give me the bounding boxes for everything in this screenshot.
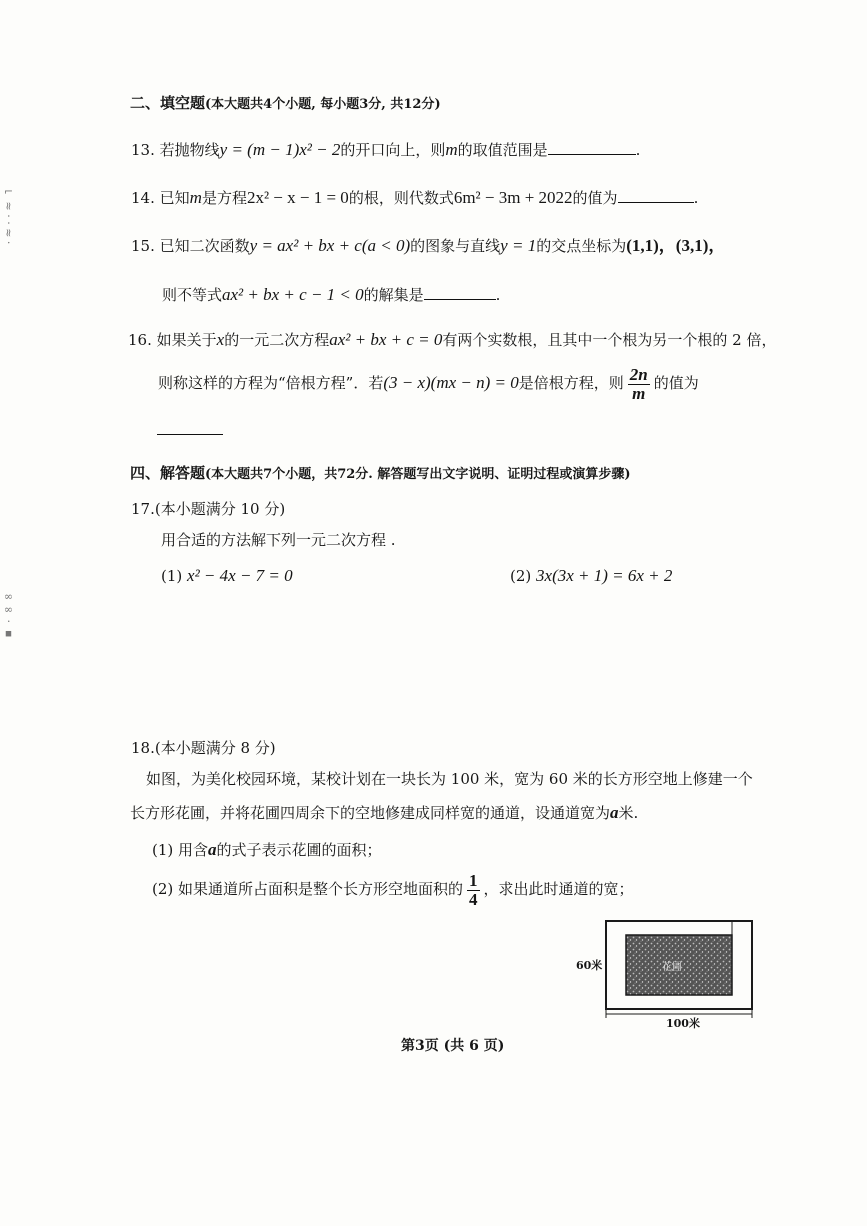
q17-part-1 [161, 566, 293, 586]
section4-title: 四、解答题 [130, 464, 206, 482]
q16-text-3: 有两个实数根，且其中一个根为另一个根的 2 倍， [442, 331, 777, 349]
q13-end: . [635, 141, 641, 159]
q13-text-3: 的取值范围是 [457, 141, 548, 159]
q16-text-5: 是倍根方程，则 [518, 374, 624, 392]
q18-part-2-text-2: ，求出此时通道的宽； [483, 880, 634, 898]
q17-part-2 [510, 566, 672, 586]
q13-number: 13. [131, 141, 155, 159]
q18-var-a: a [610, 803, 619, 822]
question-16-line-2 [158, 362, 699, 404]
question-13 [131, 140, 640, 160]
q14-formula-expression: 6m² − 3m + 2022 [453, 188, 573, 207]
q14-var-m: m [189, 188, 202, 207]
q16-text-2: 的一元二次方程 [224, 331, 330, 349]
question-14 [131, 188, 698, 208]
q18-part-1 [152, 840, 382, 860]
q15-end: . [495, 286, 501, 304]
q18-part-1-text-1: (1) 用含 [152, 841, 209, 859]
q14-text-1: 已知 [159, 189, 190, 207]
q14-text-4: 的值为 [572, 189, 618, 207]
section2-note: (本大题共4个小题, 每小题3分, 共12分) [205, 97, 441, 112]
q16-fraction-numerator: 2n [629, 364, 648, 384]
q17-score: (本小题满分 10 分) [154, 500, 286, 518]
figure-inner-label: 花圃 [662, 962, 682, 973]
binding-margin-marks-lower: ∞∞ · ▪ [2, 590, 15, 640]
q15-text-2: 的图象与直线 [410, 237, 501, 255]
q13-formula-parabola: y = (m − 1)x² − 2 [219, 140, 341, 159]
q14-text-3: 的根，则代数式 [348, 189, 454, 207]
q15-text-5: 的解集是 [363, 286, 424, 304]
q15-answer-blank[interactable] [424, 298, 496, 300]
section2-title: 二、填空题 [130, 94, 206, 112]
page-footer: 第3页 (共 6 页) [401, 1038, 505, 1054]
q18-score: (本小题满分 8 分) [154, 739, 276, 757]
q17-number: 17. [131, 500, 155, 518]
q14-formula-equation: 2x² − x − 1 = 0 [246, 188, 349, 207]
figure-width-label: 60米 [576, 959, 603, 972]
q15-points: (1,1)，(3,1)， [626, 236, 726, 255]
question-17-header [131, 499, 285, 519]
q18-part-2-text-1: (2) 如果通道所占面积是整个长方形空地面积的 [152, 880, 464, 898]
section4-note: (本大题共7个小题，共72分. 解答题写出文字说明、证明过程或演算步骤) [205, 467, 631, 482]
question-15 [131, 236, 725, 256]
q18-part-1-text-2: 的式子表示花圃的面积； [216, 841, 382, 859]
section4-heading [130, 463, 631, 485]
q18-fraction-numerator: 1 [469, 870, 478, 890]
q14-answer-blank[interactable] [618, 201, 694, 203]
q16-number: 16. [128, 331, 152, 349]
question-16 [128, 330, 776, 350]
q16-answer-row [157, 420, 223, 440]
q16-var-x: x [216, 330, 225, 349]
q17-part-2-label: (2) [510, 567, 532, 585]
q16-text-4: 则称这样的方程为“倍根方程”．若 [158, 374, 384, 392]
q18-body-text-2: 米. [618, 804, 639, 822]
binding-margin-marks: ⌐ ≈ · · ≈ · [2, 185, 15, 245]
q15-text-1: 已知二次函数 [159, 237, 250, 255]
q15-text-4: 则不等式 [162, 286, 223, 304]
q18-part-1-var-a: a [208, 840, 217, 859]
q17-part-1-equation: x² − 4x − 7 = 0 [187, 566, 293, 585]
q15-formula-quadratic: y = ax² + bx + c(a < 0) [249, 236, 411, 255]
garden-figure [578, 918, 778, 1030]
q16-text-6: 的值为 [653, 374, 699, 392]
q16-fraction [628, 366, 650, 403]
q18-body-line-2 [130, 803, 638, 823]
q13-text-2: 的开口向上，则 [340, 141, 446, 159]
q18-part-2 [152, 868, 634, 910]
q18-body-line-1: 如图，为美化校园环境，某校计划在一块长为 100 米，宽为 60 米的长方形空地上修建一个 [146, 770, 753, 788]
section2-heading [130, 93, 441, 115]
q18-fraction-denominator: 4 [469, 889, 478, 909]
q17-part-1-label: (1) [161, 567, 183, 585]
q16-formula-product: (3 − x)(mx − n) = 0 [383, 373, 519, 392]
question-15-line-2 [162, 285, 500, 305]
q16-answer-blank[interactable] [157, 433, 223, 435]
q18-number: 18. [131, 739, 155, 757]
q14-number: 14. [131, 189, 155, 207]
q13-var-m: m [445, 140, 458, 159]
q15-number: 15. [131, 237, 155, 255]
question-18-header [131, 738, 276, 758]
q15-text-3: 的交点坐标为 [536, 237, 627, 255]
q17-prompt: 用合适的方法解下列一元二次方程 . [161, 531, 396, 549]
q18-body-text-1: 长方形花圃，并将花圃四周余下的空地修建成同样宽的通道，设通道宽为 [130, 804, 611, 822]
q18-fraction [467, 872, 480, 909]
q17-part-2-equation: 3x(3x + 1) = 6x + 2 [536, 566, 673, 585]
q14-text-2: 是方程 [201, 189, 247, 207]
q13-text-1: 若抛物线 [159, 141, 220, 159]
q15-formula-inequality: ax² + bx + c − 1 < 0 [222, 285, 364, 304]
q15-formula-line: y = 1 [500, 236, 537, 255]
q16-text-1: 如果关于 [156, 331, 217, 349]
q14-end: . [693, 189, 699, 207]
q13-answer-blank[interactable] [548, 153, 636, 155]
q16-formula-equation: ax² + bx + c = 0 [329, 330, 443, 349]
q16-fraction-denominator: m [632, 383, 646, 403]
figure-length-label: 100米 [666, 1017, 700, 1030]
